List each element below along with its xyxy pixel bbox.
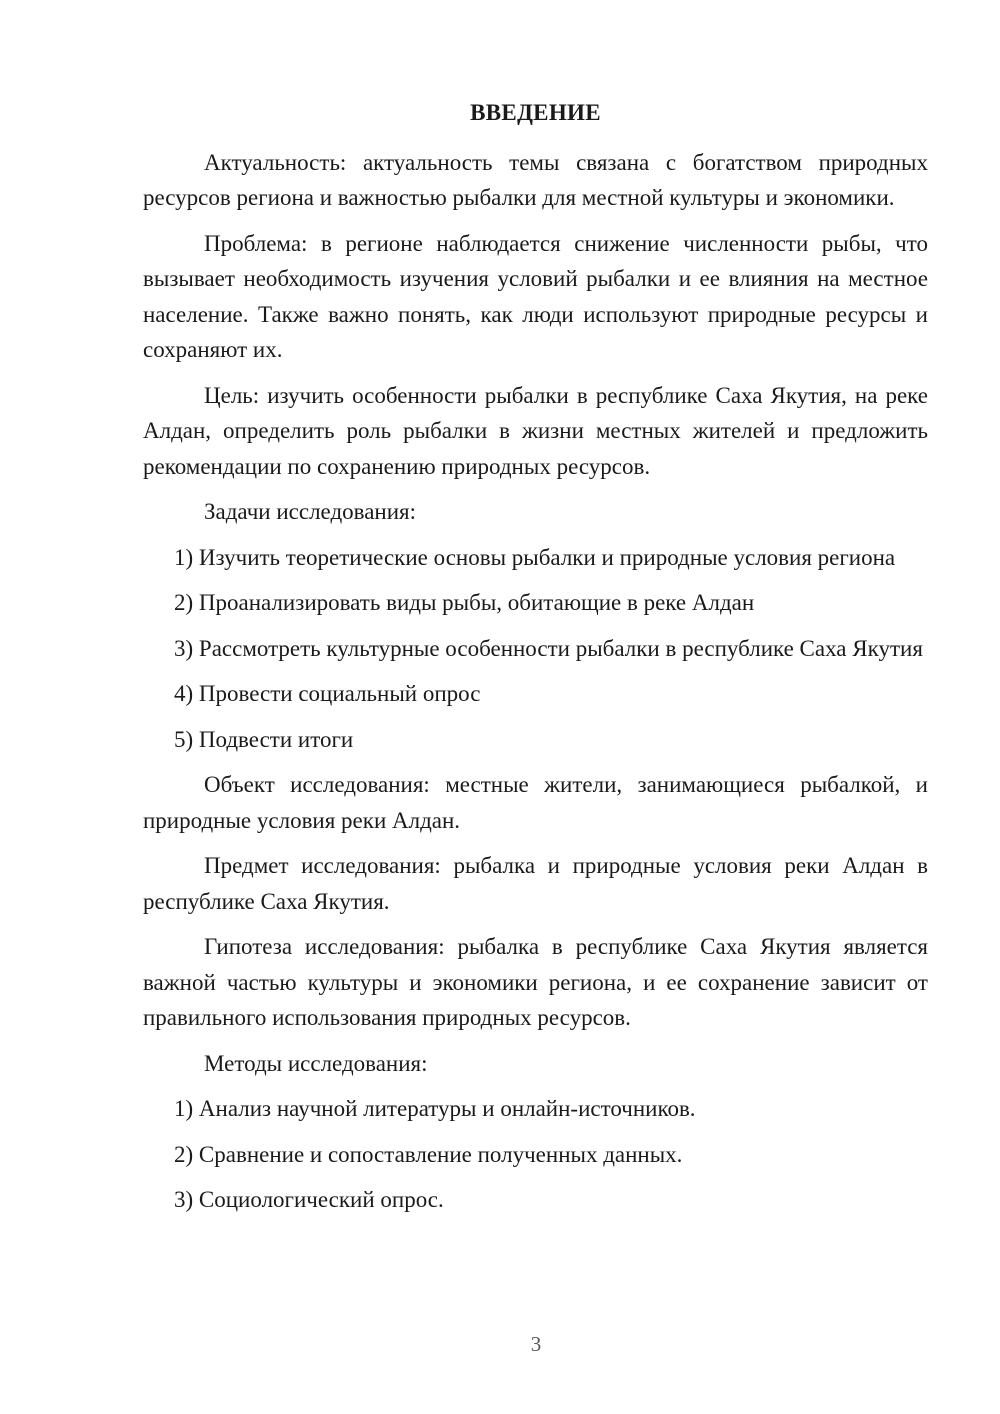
section-title: ВВЕДЕНИЕ [470,100,601,125]
method-item: 3) Социологический опрос. [174,1187,444,1212]
problem-paragraph: Проблема: в регионе наблюдается снижение численности рыбы, что вызывает необходимость изучения условий рыбалки и ее влияния на местное население. Также важно понять, как люди используют природные ресурсы и сохраняют их. [143,230,928,362]
page-number: 3 [530,1332,542,1356]
task-item: 2) Проанализировать виды рыбы, обитающие в реке Алдан [174,590,755,615]
tasks-heading: Задачи исследования: [204,499,417,524]
object-paragraph: Объект исследования: местные жители, занимающиеся рыбалкой, и природные условия реки Алдан. [143,772,928,833]
task-item: 5) Подвести итоги [174,726,354,752]
relevance-paragraph: Актуальность: актуальность темы связана с богатством природных ресурсов региона и важностью рыбалки для местной культуры и экономики. [143,149,928,210]
task-item: 4) Провести социальный опрос [174,681,481,706]
method-item: 2) Сравнение и сопоставление полученных данных. [174,1141,683,1167]
methods-heading: Методы исследования: [204,1050,428,1076]
subject-paragraph: Предмет исследования: рыбалка и природные условия реки Алдан в республике Саха Якутия. [143,853,928,914]
task-item: 1) Изучить теоретические основы рыбалки и природные условия региона [174,544,896,570]
method-item: 1) Анализ научной литературы и онлайн-источников. [174,1096,696,1121]
page-content [143,95,928,1228]
task-item: 3) Рассмотреть культурные особенности рыбалки в республике Саха Якутия [174,635,923,661]
goal-paragraph: Цель: изучить особенности рыбалки в республике Саха Якутия, на реке Алдан, определить роль рыбалки в жизни местных жителей и предложить рекомендации по сохранению природных ресурсов. [143,382,928,479]
hypothesis-paragraph: Гипотеза исследования: рыбалка в республике Саха Якутия является важной частью культуры и экономики региона, и ее сохранение зависит от правильного использования природных ресурсов. [143,934,928,1030]
